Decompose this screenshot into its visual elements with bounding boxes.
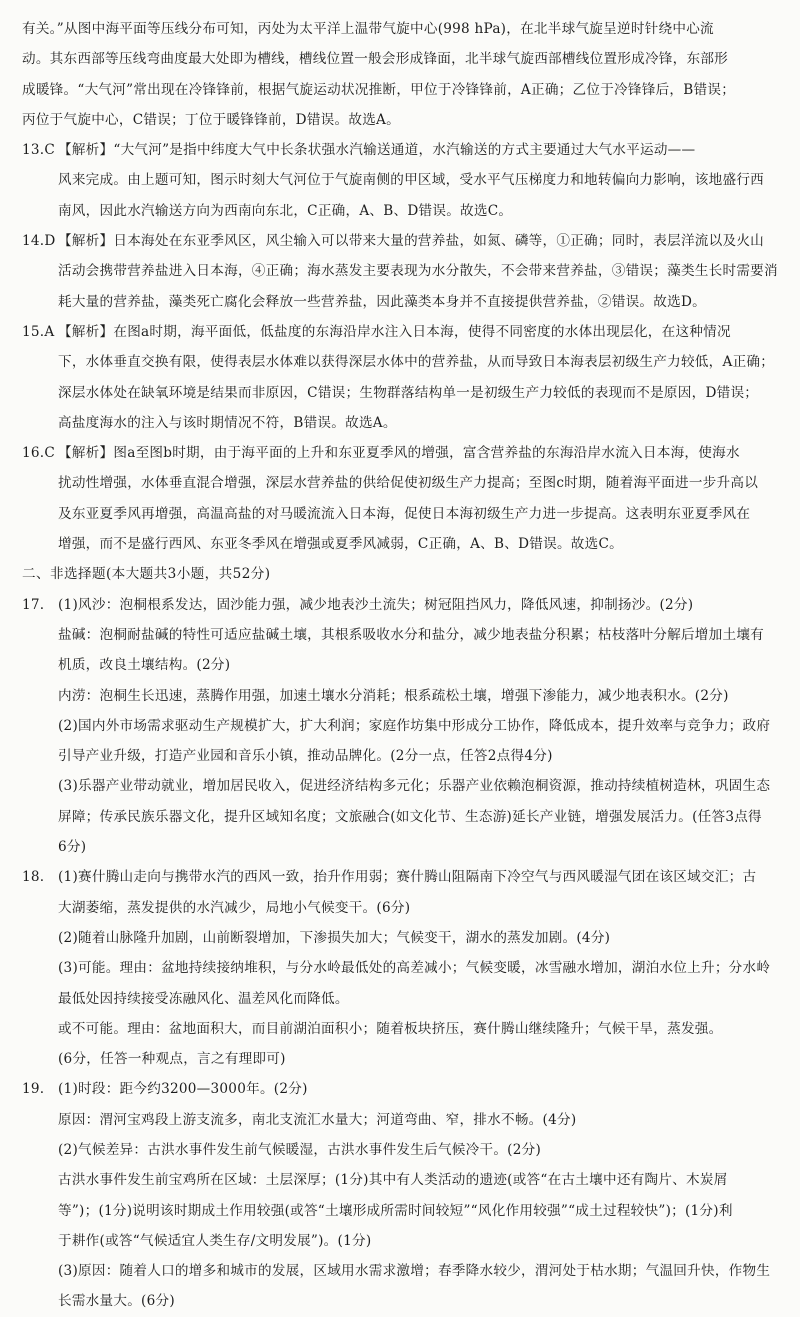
answer-line: 盐碱：泡桐耐盐碱的特性可适应盐碱土壤，其根系吸收水分和盐分，减少地表盐分积累；枯枝落叶分解后增加土壤有 bbox=[58, 626, 765, 643]
answer-text: 【解析】图a至图b时期，由于海平面的上升和东亚夏季风的增强，富含营养盐的东海沿岸水流入日本海，使海水 bbox=[58, 445, 740, 462]
answer-text: 【解析】在图a时期，海平面低，低盐度的东海沿岸水注入日本海，使得不同密度的水体出现层化，在这种情况 bbox=[58, 323, 731, 340]
answer-line: (3)原因：随着人口的增多和城市的发展，区域用水需求激增；春季降水较少，渭河处于枯水期；气温回升快，作物生 bbox=[58, 1263, 771, 1280]
answer-line: 下，水体垂直交换有限，使得表层水体难以获得深层水体中的营养盐，从而导致日本海表层初级生产力较低，A正确； bbox=[58, 354, 775, 371]
answer-line: (3)乐器产业带动就业，增加居民收入，促进经济结构多元化；乐器产业依赖泡桐资源，推动持续植树造林，巩固生态 bbox=[58, 778, 771, 795]
question-answer-start bbox=[22, 438, 780, 468]
question-answer-start bbox=[22, 317, 780, 347]
answer-line: 耗大量的营养盐，藻类死亡腐化会释放一些营养盐，因此藻类本身并不直接提供营养盐，②错误。故选D。 bbox=[58, 293, 706, 310]
answer-line: 南风，因此水汽输送方向为西南向东北，C正确，A、B、D错误。故选C。 bbox=[58, 202, 513, 219]
question-number: 16.C bbox=[22, 445, 56, 462]
question-number: 13.C bbox=[22, 142, 56, 159]
answer-line: 高盐度海水的注入与该时期情况不符，B错误。故选A。 bbox=[58, 414, 397, 431]
question-answer-start bbox=[22, 1074, 780, 1104]
answer-line: 扰动性增强，水体垂直混合增强，深层水营养盐的供给促使初级生产力提高；至图c时期，随着海平面进一步升高以 bbox=[58, 475, 759, 492]
answer-line: 丙位于气旋中心，C错误；丁位于暖锋锋前，D错误。故选A。 bbox=[22, 111, 400, 128]
answer-line: 于耕作(或答“气候适宜人类生存/文明发展”)。(1分) bbox=[58, 1232, 372, 1249]
question-number: 17. bbox=[22, 596, 45, 613]
answer-line: 等”)；(1分)说明该时期成土作用较强(或答“土壤形成所需时间较短”“风化作用较强”“成土过程较快”)；(1分)利 bbox=[58, 1202, 733, 1219]
answer-line: 增强，而不是盛行西风、东亚冬季风在增强或夏季风减弱，C正确，A、B、D错误。故选C。 bbox=[58, 536, 623, 553]
answer-line: 或不可能。理由：盆地面积大，而目前湖泊面积小；随着板块挤压，赛什腾山继续隆升；气候干旱，蒸发强。 bbox=[58, 1020, 723, 1037]
question-answer-start bbox=[22, 226, 780, 256]
question-number: 14.D bbox=[22, 233, 56, 250]
answer-line: 内涝：泡桐生长迅速，蒸腾作用强，加速土壤水分消耗；根系疏松土壤，增强下渗能力，减少地表积水。(2分) bbox=[58, 687, 729, 704]
question-answer-start bbox=[22, 862, 780, 892]
answer-text: (1)时段：距今约3200—3000年。(2分) bbox=[58, 1081, 308, 1098]
question-answer-start bbox=[22, 135, 780, 165]
answer-line: (2)国内外市场需求驱动生产规模扩大，扩大利润；家庭作坊集中形成分工协作，降低成本，提升效率与竞争力；政府 bbox=[58, 717, 771, 734]
answer-line: 古洪水事件发生前宝鸡所在区域：土层深厚；(1分)其中有人类活动的遗迹(或答“在古土壤中还有陶片、木炭屑 bbox=[58, 1172, 728, 1189]
answer-line: 屏障；传承民族乐器文化，提升区域知名度；文旅融合(如文化节、生态游)延长产业链，增强发展活力。(任答3点得 bbox=[58, 808, 762, 825]
answer-line: (2)随着山脉隆升加剧，山前断裂增加，下渗损失加大；气候变干，湖水的蒸发加剧。(4分) bbox=[58, 929, 611, 946]
answer-line: (3)可能。理由：盆地持续接纳堆积，与分水岭最低处的高差减小；气候变暖，冰雪融水增加，湖泊水位上升；分水岭 bbox=[58, 960, 771, 977]
answer-line: (2)气候差异：古洪水事件发生前气候暖湿，古洪水事件发生后气候冷干。(2分) bbox=[58, 1141, 542, 1158]
answer-text: 【解析】“大气河”是指中纬度大气中长条状强水汽输送通道，水汽输送的方式主要通过大气水平运动—— bbox=[58, 142, 696, 159]
answer-line: 长需水量大。(6分) bbox=[58, 1293, 175, 1310]
answer-line: 风来完成。由上题可知，图示时刻大气河位于气旋南侧的甲区域，受水平气压梯度力和地转偏向力影响，该地盛行西 bbox=[58, 172, 765, 189]
question-number: 19. bbox=[22, 1081, 45, 1098]
answer-line: 动。其东西部等压线弯曲度最大处即为槽线，槽线位置一般会形成锋面，北半球气旋西部槽线位置形成冷锋，东部形 bbox=[22, 51, 729, 68]
answer-line: 机质，改良土壤结构。(2分) bbox=[58, 657, 231, 674]
answer-line: 及东亚夏季风再增强，高温高盐的对马暖流流入日本海，促使日本海初级生产力进一步提高。这表明东亚夏季风在 bbox=[58, 505, 751, 522]
answer-line: 6分) bbox=[58, 839, 87, 856]
answer-line: 成暖锋。“大气河”常出现在冷锋锋前，根据气旋运动状况推断，甲位于冷锋锋前，A正确；乙位于冷锋锋后，B错误； bbox=[22, 81, 736, 98]
answer-line: 原因：渭河宝鸡段上游支流多，南北支流汇水量大；河道弯曲、窄，排水不畅。(4分) bbox=[58, 1111, 577, 1128]
answer-line: 活动会携带营养盐进入日本海，④正确；海水蒸发主要表现为水分散失，不会带来营养盐，③错误；藻类生长时需要消 bbox=[58, 263, 778, 280]
answer-text: (1)风沙：泡桐根系发达，固沙能力强，减少地表沙土流失；树冠阻挡风力，降低风速，抑制扬沙。(2分) bbox=[58, 596, 694, 613]
answer-line: (6分，任答一种观点，言之有理即可) bbox=[58, 1051, 286, 1068]
answer-line: 有关。”从图中海平面等压线分布可知，丙处为太平洋上温带气旋中心(998 hPa)，在北半球气旋呈逆时针绕中心流 bbox=[22, 21, 714, 37]
answer-line: 大湖萎缩，蒸发提供的水汽减少，局地小气候变干。(6分) bbox=[58, 899, 411, 916]
question-answer-start bbox=[22, 590, 780, 620]
answer-line: 深层水体处在缺氧环境是结果而非原因，C错误；生物群落结构单一是初级生产力较低的表现而不是原因，D错误； bbox=[58, 384, 759, 401]
answer-text: 【解析】日本海处在东亚季风区，风尘输入可以带来大量的营养盐，如氮、磷等，①正确；同时，表层洋流以及火山 bbox=[58, 233, 765, 250]
answer-line: 最低处因持续接受冻融风化、温差风化而降低。 bbox=[58, 990, 349, 1007]
question-number: 18. bbox=[22, 869, 45, 886]
answer-line: 引导产业升级，打造产业园和音乐小镇，推动品牌化。(2分一点，任答2点得4分) bbox=[58, 748, 553, 765]
section-heading: 二、非选择题(本大题共3小题，共52分) bbox=[22, 566, 271, 583]
answer-text: (1)赛什腾山走向与携带水汽的西风一致，抬升作用弱；赛什腾山阻隔南下冷空气与西风暖湿气团在该区域交汇；古 bbox=[58, 869, 757, 886]
question-number: 15.A bbox=[22, 323, 55, 340]
